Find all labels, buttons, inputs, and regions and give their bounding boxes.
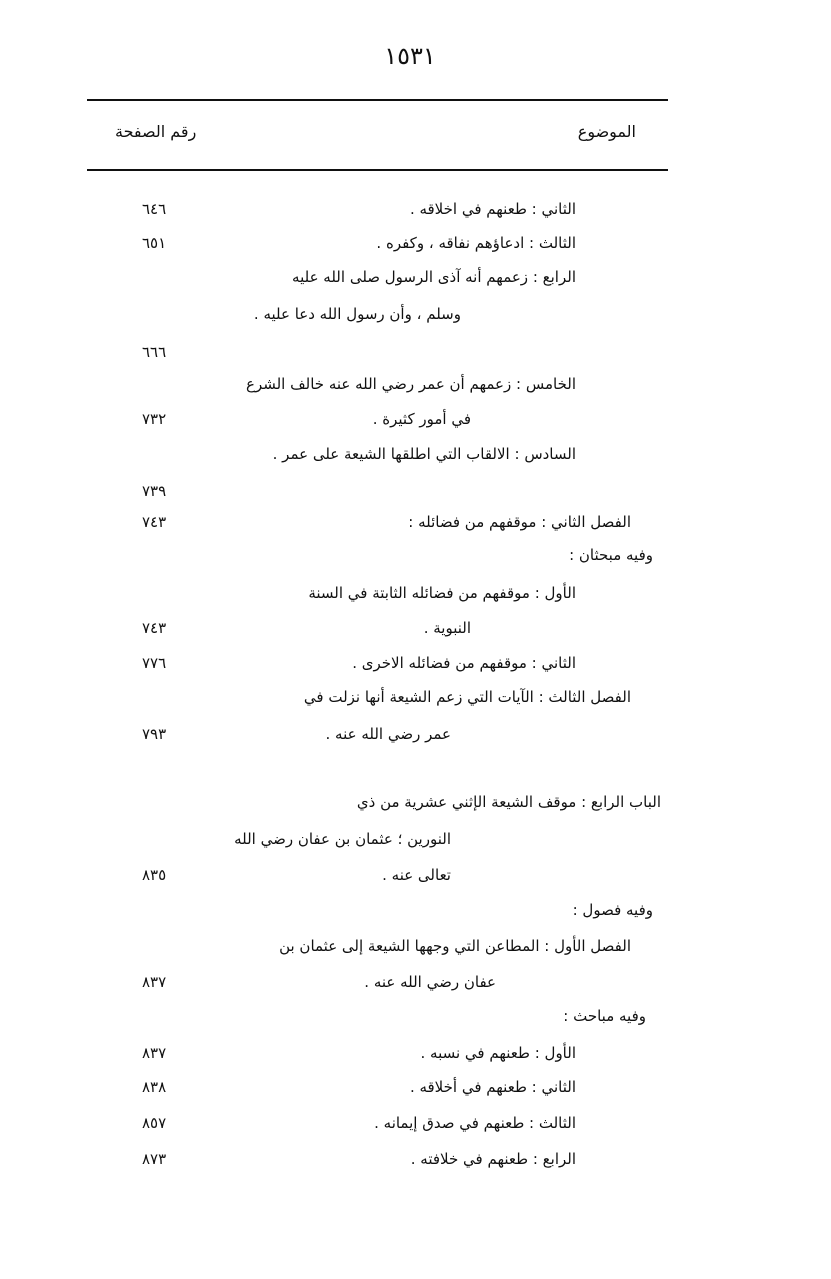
entry-page: ٦٦٦: [142, 343, 167, 361]
entry-text: الباب الرابع : موقف الشيعة الإثني عشرية من ذي: [356, 793, 661, 811]
entry-page: ٦٤٦: [142, 200, 167, 218]
toc-entry: [0, 969, 831, 999]
toc-entry: [0, 264, 831, 294]
entry-text: الفصل الثالث : الآيات التي زعم الشيعة أنها نزلت في: [303, 688, 631, 706]
entry-text: وسلم ، وأن رسول الله دعا عليه .: [253, 305, 461, 323]
entry-text: الخامس : زعمهم أن عمر رضي الله عنه خالف الشرع: [246, 375, 576, 393]
entry-text: الثاني : طعنهم في اخلاقه .: [409, 200, 576, 218]
entry-text: الرابع : طعنهم في خلافته .: [410, 1150, 576, 1168]
entry-text: الفصل الثاني : موقفهم من فضائله :: [408, 513, 631, 531]
toc-entry: [0, 230, 831, 260]
toc-entry: [0, 1074, 831, 1104]
entry-text: وفيه مباحث :: [563, 1007, 646, 1025]
entry-page: ٨٧٣: [142, 1150, 167, 1168]
entry-page: ٧٧٦: [142, 654, 167, 672]
entry-page: ٨٣٧: [142, 1044, 167, 1062]
toc-entry: [0, 509, 831, 539]
toc-entry: [0, 826, 831, 856]
entry-page: ٧٣٩: [142, 482, 167, 500]
entry-text: النبوية .: [423, 619, 471, 637]
header-subject: الموضوع: [577, 122, 636, 141]
toc-entry: [0, 580, 831, 610]
toc-entry: [0, 441, 831, 471]
entry-page: ٧٤٣: [142, 619, 167, 637]
toc-entry: [0, 301, 831, 331]
entry-text: الفصل الأول : المطاعن التي وجهها الشيعة إلى عثمان بن: [279, 937, 631, 955]
entry-page: ٧٣٢: [142, 410, 167, 428]
toc-entry: [0, 933, 831, 963]
toc-entry: [0, 897, 831, 927]
entry-text: تعالى عنه .: [382, 866, 451, 884]
page-number: ١٥٣١: [384, 42, 436, 70]
entry-text: في أمور كثيرة .: [372, 410, 471, 428]
toc-entry: [0, 406, 831, 436]
header-page-column: رقم الصفحة: [115, 122, 197, 141]
toc-entry: [0, 721, 831, 751]
toc-entry: [0, 339, 831, 369]
top-rule: [87, 99, 668, 101]
entry-text: الرابع : زعمهم أنه آذى الرسول صلى الله عليه: [292, 268, 576, 286]
entry-page: ٦٥١: [142, 234, 167, 252]
toc-entry: [0, 196, 831, 226]
entry-text: النورين ؛ عثمان بن عفان رضي الله: [234, 830, 451, 848]
entry-page: ٧٩٣: [142, 725, 167, 743]
entry-text: عمر رضي الله عنه .: [325, 725, 451, 743]
entry-page: ٧٤٣: [142, 513, 167, 531]
entry-text: وفيه فصول :: [572, 901, 653, 919]
toc-entry: [0, 789, 831, 819]
toc-entry: [0, 371, 831, 401]
entry-page: ٨٥٧: [142, 1114, 167, 1132]
toc-entry: [0, 478, 831, 508]
entry-text: وفيه مبحثان :: [569, 546, 653, 564]
entry-text: عفان رضي الله عنه .: [364, 973, 496, 991]
entry-text: الثالث : طعنهم في صدق إيمانه .: [374, 1114, 576, 1132]
entry-text: الأول : طعنهم في نسبه .: [420, 1044, 576, 1062]
toc-entry: [0, 615, 831, 645]
entry-page: ٨٣٨: [142, 1078, 167, 1096]
entry-text: الأول : موقفهم من فضائله الثابتة في السنة: [308, 584, 576, 602]
toc-entry: [0, 1040, 831, 1070]
toc-entry: [0, 1110, 831, 1140]
toc-entry: [0, 542, 831, 572]
entry-text: الثاني : موقفهم من فضائله الاخرى .: [352, 654, 576, 672]
entry-text: السادس : الالقاب التي اطلقها الشيعة على عمر .: [272, 445, 576, 463]
toc-entry: [0, 1146, 831, 1176]
entry-page: ٨٣٧: [142, 973, 167, 991]
toc-entry: [0, 862, 831, 892]
toc-entry: [0, 650, 831, 680]
toc-entry: [0, 1003, 831, 1033]
entry-text: الثالث : ادعاؤهم نفاقه ، وكفره .: [376, 234, 576, 252]
toc-entry: [0, 684, 831, 714]
header-rule: [87, 169, 668, 171]
entry-page: ٨٣٥: [142, 866, 167, 884]
entry-text: الثاني : طعنهم في أخلاقه .: [409, 1078, 576, 1096]
